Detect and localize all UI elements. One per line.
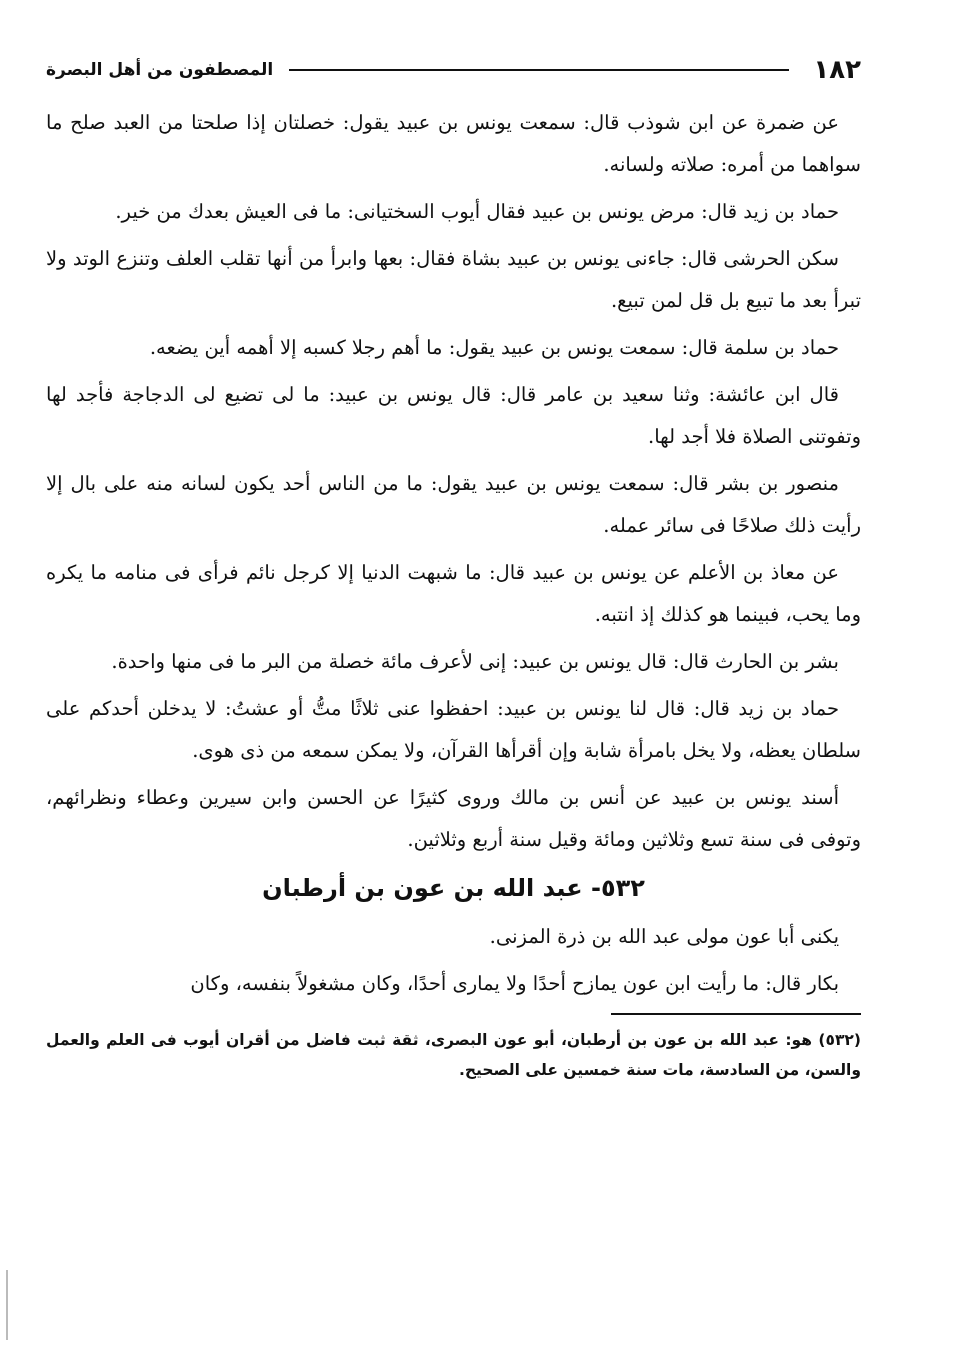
paragraph: حماد بن سلمة قال: سمعت يونس بن عبيد يقول: ما أهم رجلا كسبه إلا أهمه أين يضعه.	[149, 336, 839, 359]
section-heading: ٥٣٢- عبد الله بن عون بن أرطبان	[262, 874, 645, 902]
header-rule	[289, 69, 789, 71]
page-number: ١٨٢	[813, 55, 861, 85]
scan-margin-mark	[6, 1270, 8, 1340]
running-header	[46, 48, 861, 92]
footnote: (٥٣٢) هو: عبد الله بن عون بن أرطبان، أبو عون البصرى، ثقة ثبت فاضل من أقران أيوب فى العلم والعمل والسن، من السادسة، مات سنة خمسين على الصحيح.	[46, 1031, 861, 1079]
paragraph: قال ابن عائشة: وثنا سعيد بن عامر قال: قال يونس بن عبيد: ما لى تضيع لى الدجاجة فأجد لها وتفوتنى الصلاة فلا أجد لها.	[46, 383, 861, 448]
paragraph: عن ضمرة عن ابن شوذب قال: سمعت يونس بن عبيد يقول: خصلتان إذا صلحتا من العبد صلح ما سواهما من أمره: صلاته ولسانه.	[46, 111, 861, 176]
paragraph: حماد بن زيد قال: مرض يونس بن عبيد فقال أيوب السختيانى: ما فى العيش بعدك من خير.	[115, 200, 839, 223]
book-page	[46, 48, 861, 1085]
footnote-rule	[611, 1013, 861, 1015]
paragraph: منصور بن بشر قال: سمعت يونس بن عبيد يقول: ما من الناس أحد يكون لسانه منه على بال إلا رأيت ذلك صلاحًا فى سائر عمله.	[46, 472, 861, 537]
paragraph: أسند يونس بن عبيد عن أنس بن مالك وروى كثيرًا عن الحسن وابن سيرين وعطاء ونظرائهم، وتوفى فى سنة تسع وثلاثين ومائة وقيل سنة أربع وثلاثين.	[46, 786, 861, 851]
paragraph: يكنى أبا عون مولى عبد الله بن ذرة المزنى.	[489, 925, 839, 948]
paragraph: حماد بن زيد قال: قال لنا يونس بن عبيد: احفظوا عنى ثلاثًا متُّ أو عشتُ: لا يدخلن أحدكم على سلطان يعظه، ولا يخل بامرأة شابة وإن أقرأها القرآن، ولا يمكن سمعه من ذى هوى.	[46, 697, 861, 762]
body-text	[46, 102, 861, 1005]
paragraph: بكار قال: ما رأيت ابن عون يمازح أحدًا ولا يمارى أحدًا، وكان مشغولاً بنفسه، وكان	[190, 972, 839, 995]
paragraph: عن معاذ بن الأعلم عن يونس بن عبيد قال: ما شبهت الدنيا إلا كرجل نائم فرأى فى منامه ما يكره وما يحب، فبينما هو كذلك إذ انتبه.	[46, 561, 861, 626]
running-title: المصطفون من أهل البصرة	[46, 60, 274, 80]
paragraph: بشر بن الحارث قال: قال يونس بن عبيد: إنى لأعرف مائة خصلة من البر ما فى منها واحدة.	[111, 650, 839, 673]
paragraph: سكن الحرشى قال: جاءنى يونس بن عبيد بشاة فقال: بعها وابرأ من أنها تقلب العلف وتنزع الوتد ولا تبرأ بعد ما تبيع بل قل لمن تبيع.	[46, 247, 861, 312]
